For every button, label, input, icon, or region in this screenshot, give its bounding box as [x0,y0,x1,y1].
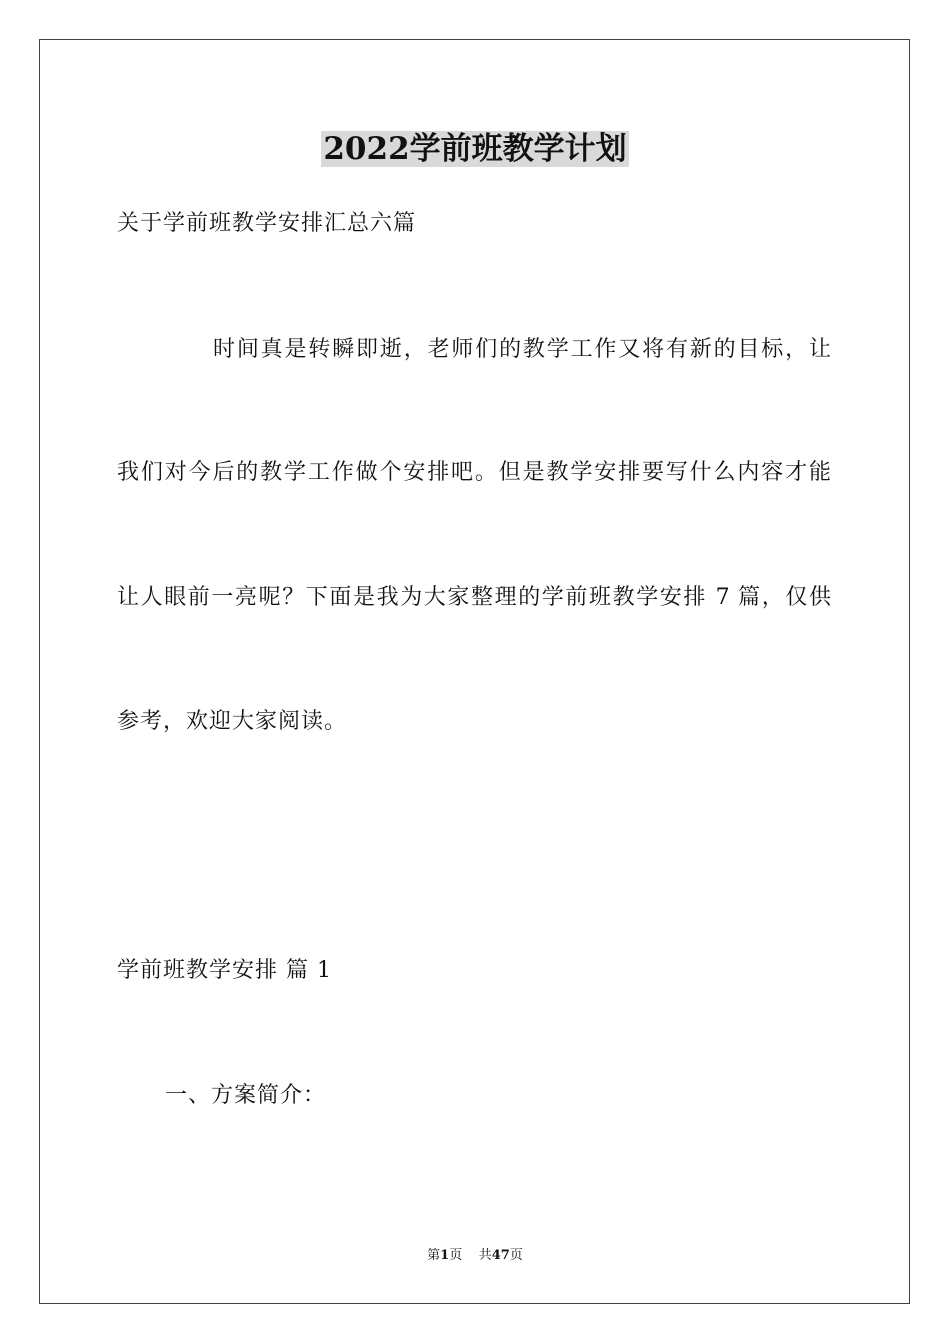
intro-line-4: 参考，欢迎大家阅读。 [117,709,348,734]
section-heading: 学前班教学安排 篇 1 [117,958,332,983]
footer-total-suffix: 页 [509,1248,523,1263]
footer-page-prefix: 第 [427,1248,441,1263]
page-footer [0,1246,950,1266]
footer-page-number: 1 [440,1248,450,1263]
subsection-heading: 一、方案简介： [165,1083,327,1108]
intro-line-2: 我们对今后的教学工作做个安排吧。但是教学安排要写什么内容才能 [117,460,831,485]
footer-total-pages: 47 [491,1248,510,1263]
document-subtitle: 关于学前班教学安排汇总六篇 [117,211,417,236]
intro-line-3: 让人眼前一亮呢？下面是我为大家整理的学前班教学安排 7 篇，仅供 [117,585,831,610]
document-title [0,126,950,172]
footer-total-prefix: 共 [478,1248,492,1263]
footer-page-suffix: 页 [449,1248,463,1263]
intro-line-1: 时间真是转瞬即逝，老师们的教学工作又将有新的目标，让 [213,337,831,362]
document-title-text: 2022学前班教学计划 [323,131,627,167]
